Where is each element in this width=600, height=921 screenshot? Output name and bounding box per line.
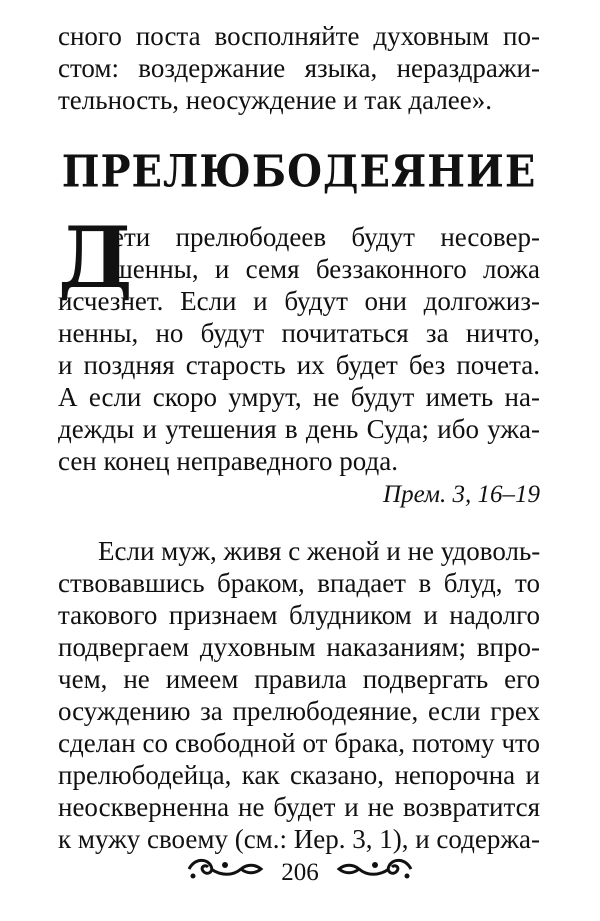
page-number: 206 <box>281 858 319 886</box>
text-line: сен конец неправедного рода. <box>58 446 398 476</box>
text-line: тельность, неосуждение и так далее». <box>58 85 493 115</box>
drop-cap-letter: Д <box>58 208 133 307</box>
text-line: исчезнет. Если и будут они долгожиз- <box>58 286 540 316</box>
text-line: прелюбодейца, как сказано, непорочна и <box>58 760 540 790</box>
text-line: стом: воздержание языка, нераздражи- <box>58 53 540 83</box>
page-text <box>58 20 540 855</box>
text-line: шенны, и семя беззаконного ложа <box>112 254 540 284</box>
text-line: чем, не имеем правила подвергать его <box>58 664 540 694</box>
text-line: А если скоро умрут, не будут иметь на- <box>58 382 540 412</box>
ornament-right-icon <box>335 856 415 889</box>
text-line: дежды и утешения в день Суда; ибо ужа- <box>58 414 540 444</box>
text-line: сного поста восполняйте духовным по- <box>58 21 540 51</box>
scripture-reference: Прем. 3, 16–19 <box>383 481 540 508</box>
section-heading: ПРЕЛЮБОДЕЯНИЕ <box>61 145 537 198</box>
body-paragraph <box>58 535 540 855</box>
text-line: сделан со свободной от брака, потому что <box>58 728 540 758</box>
text-line: к мужу своему (см.: Иер. 3, 1), и содержа- <box>58 824 540 854</box>
text-line: неоскверненна не будет и не возвратится <box>58 792 540 822</box>
text-line: подвергаем духовным наказаниям; впро- <box>58 632 540 662</box>
text-line: Если муж, живя с женой и не удоволь- <box>98 536 541 566</box>
ornament-left-icon <box>185 856 265 889</box>
text-line: ненны, но будут почитаться за ничто, <box>58 318 540 348</box>
text-line: такового признаем блудником и надолго <box>58 600 540 630</box>
text-line: и поздняя старость их будет без почета. <box>58 350 540 380</box>
page-footer <box>0 856 600 889</box>
top-paragraph <box>58 20 540 116</box>
text-line: ети прелюбодеев будут несовер- <box>112 222 540 252</box>
text-line: осуждению за прелюбодеяние, если грех <box>58 696 540 726</box>
scripture-quote <box>58 208 540 511</box>
text-line: ствовавшись браком, впадает в блуд, то <box>58 568 540 598</box>
